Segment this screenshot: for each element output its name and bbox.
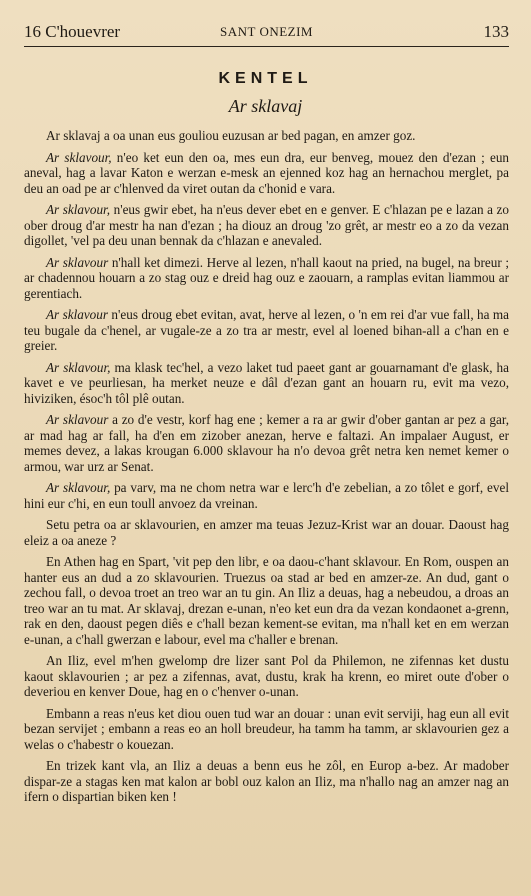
paragraph-text: En Athen hag en Spart, 'vit pep den libr, e oa daou-c'hant sklavour. En Rom, ouspen an hanter eus an dud a zo sklavourien. Truezus oa stad ar bed en amzer-ze. An dud, gant o zechou fall, o devoa troet an treo war an tu gin. An Iliz a deuas, hag a nebeudou, a droas an treo war an tu mat. Ar sklavaj, drezan e-unan, n'eo ket eun dra da vezan kondaonet a-grenn, rak en den, daoust pegen diês e c'hall bezan kement-se evitan, ma n'hall ket en em werzan e-unan, a c'hall gwerzan e labour, evel ma c'haller e brenan. [24,554,509,647]
paragraph [24,128,509,144]
paragraph [24,412,509,474]
paragraph [24,307,509,354]
paragraph [24,706,509,753]
paragraph-text: pa varv, ma ne chom netra war e lerc'h d'e zebelian, a zo tôlet e gorf, evel hini eur c'hi, en eun toull anvoez da vreinan. [24,480,509,511]
paragraph-lead: Ar sklavour [46,307,108,322]
header-date: 16 C'houevrer [24,22,121,41]
paragraph-text: a zo d'e vestr, korf hag ene ; kemer a ra ar gwir d'ober gantan ar pez a gar, ar mad hag ar fall, ha d'en em zizober anezan, herve e faltazi. An impalaer August, er memes devez, a lakas krougan 6.000 sklavour ha n'o devoa grêt netra ken nemet kemer o armou, war urz ar Senat. [24,412,510,474]
paragraph-text: En trizek kant vla, an Iliz a deuas a benn eus he zôl, en Europ a-bez. Ar madober dispar-ze a stagas ken mat kalon ar bobl ouz kalon an Iliz, ma n'hallo nag an amzer nag an ifern o dispartian biken ken ! [24,758,509,804]
paragraph-lead: Ar sklavour [46,254,109,270]
paragraph [24,150,509,197]
paragraph [24,360,509,407]
paragraph-lead: Ar sklavour, [46,359,111,375]
paragraph-text: n'eus droug ebet evitan, avat, herve al lezen, o 'n em rei d'ar vue fall, ha ma teu bugale da c'henel, ar vugale-ze a zo tra ar mestr, evel al loened bihan-all a c'han en e greier. [24,307,509,353]
running-header [24,22,509,42]
header-saint-name: SANT ONEZIM [219,24,313,39]
paragraph-text: Embann a reas n'eus ket diou ouen tud war an douar : unan evit serviji, hag eun all evit bezan servijet ; embann a reas eo an holl breudeur, ha tamm ha tamm, ar sklavourien gez a welas o c'habestr o kouezan. [24,705,509,752]
paragraph-text: ma klask tec'hel, a vezo laket tud paeet gant ar gouarnamant d'e glask, ha kavet e ve peurliesan, ha merket neuze e dâl d'ezan gant an houarn ru, evit ma vezo, hiviziken, ésoc'h tôl plê outan. [24,359,509,406]
header-rule [24,46,509,47]
paragraph-text: Ar sklavaj a oa unan eus gouliou euzusan ar bed pagan, en amzer goz. [46,128,416,143]
body-text [24,128,509,811]
paragraph [24,480,509,511]
paragraph [24,202,509,249]
paragraph [24,758,509,805]
paragraph [24,517,509,548]
paragraph [24,255,509,302]
paragraph-lead: Ar sklavour, [46,480,111,495]
page-number: 133 [483,22,509,41]
paragraph-lead: Ar sklavour, [46,149,112,165]
paragraph-lead: Ar sklavour, [46,202,111,217]
paragraph-text: n'hall ket dimezi. Herve al lezen, n'hall kaout na pried, na bugel, na breur ; ar chadennou houarn a zo stag ouz e dreid hag ouz e zaouarn, a ramplas evitan liammou ar gerentiach. [24,254,510,301]
lesson-subtitle: Ar sklavaj [228,96,303,116]
paragraph-text: n'eo ket eun den oa, mes eun dra, eur benveg, mouez den d'ezan ; eun aneval, hag a lavar Katon e werzan e-mesk an ejenned koz hag an hernachou merglet, pa deu an oad pe ar c'hlenved da viret outan da c'honid e vara. [24,149,510,196]
paragraph [24,554,509,647]
lesson-title: KENTEL [218,70,313,87]
paragraph-text: An Iliz, evel m'hen gwelomp dre lizer sant Pol da Philemon, ne zifennas ket dustu kaout sklavourien ; ar pez a zifennas, avat, dustu, krak ha krenn, eo miret oute d'ober o deveriou en kenver Doue, hag en o c'henver o-unan. [24,653,509,699]
paragraph-text: Setu petra oa ar sklavourien, en amzer ma teuas Jezuz-Krist war an douar. Daoust hag eleiz a oa aneze ? [24,517,509,548]
paragraph [24,653,509,700]
paragraph-lead: Ar sklavour [46,412,109,427]
paragraph-text: n'eus gwir ebet, ha n'eus dever ebet en e genver. E c'hlazan pe e lazan a zo ober droug d'ar mestr ha nan d'ezan ; ha diouz an droug 'zo grêt, ar mestr eo a zo da vezan digollet, 'vel pa deu unan bennak da c'hlazan e anevaled. [24,202,510,248]
